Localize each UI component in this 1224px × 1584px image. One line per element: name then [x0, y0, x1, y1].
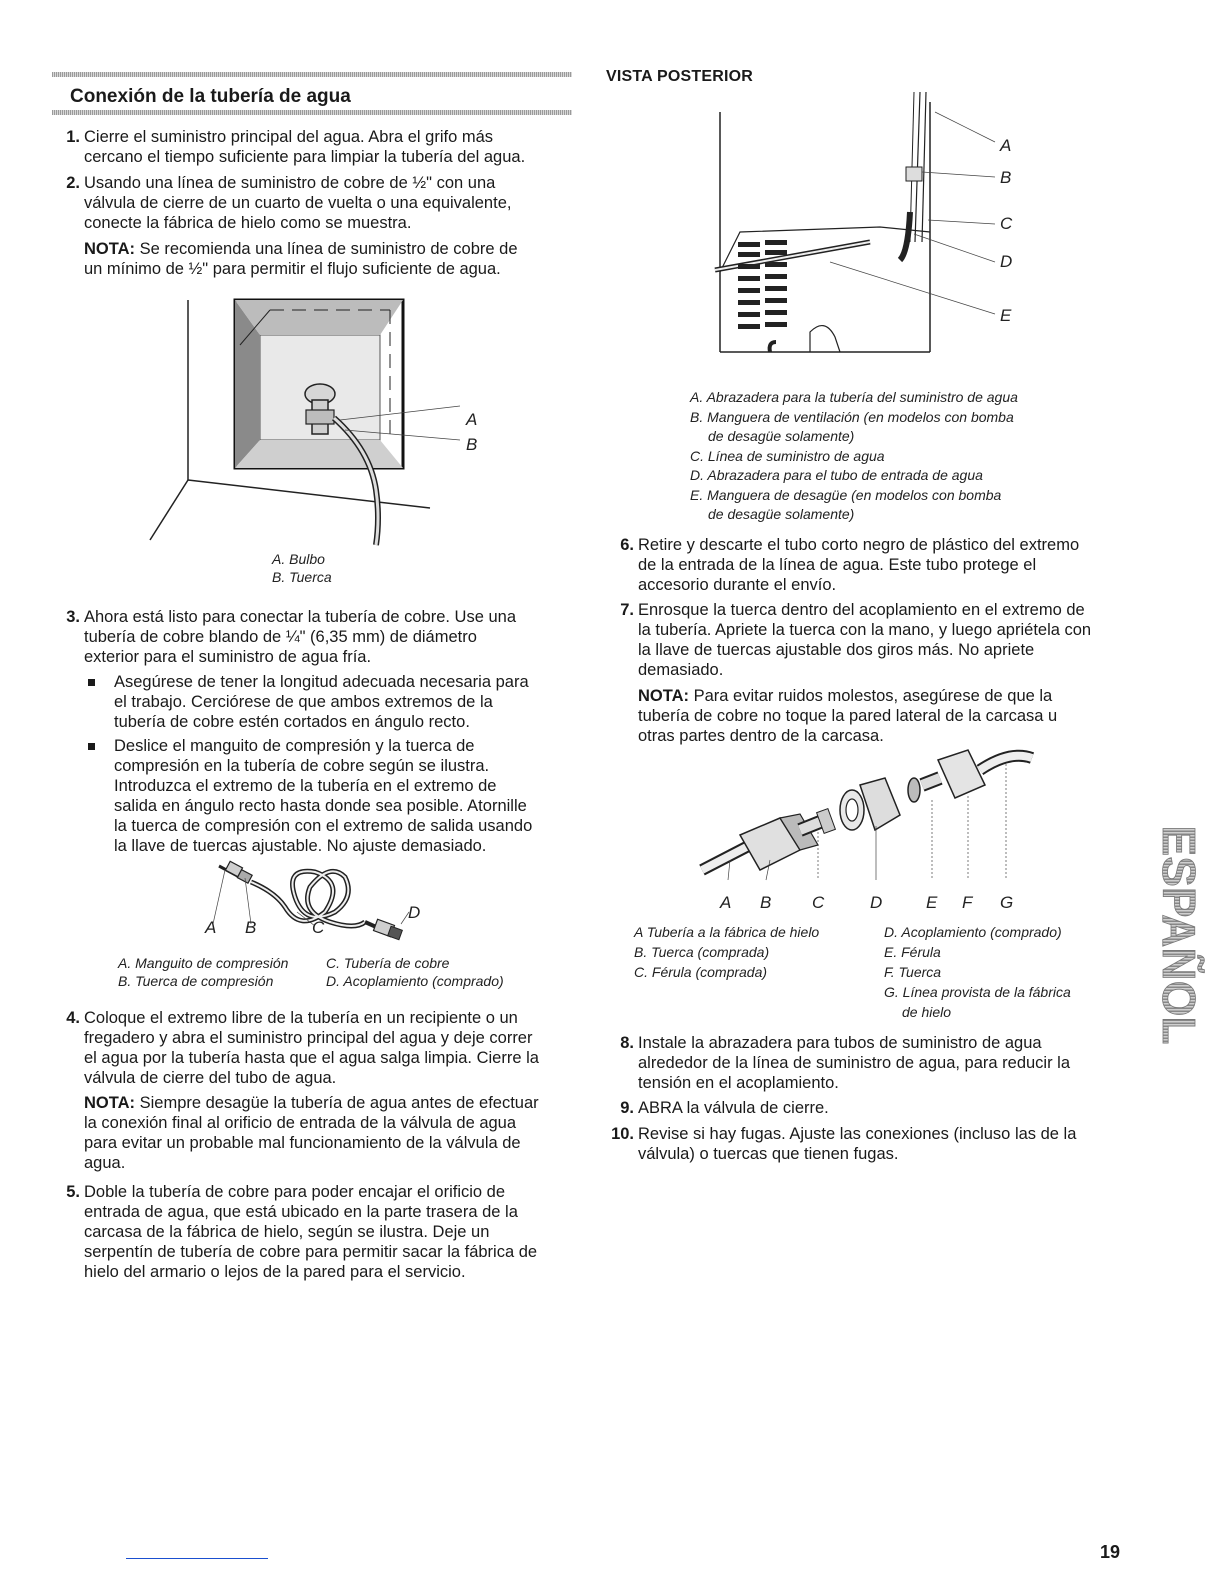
step-6 — [620, 535, 1080, 595]
bullet-line: Introduzca el extremo de la tubería en el extremo de — [114, 777, 497, 795]
language-side-tab — [1150, 810, 1205, 1060]
caption-line: E. Férula — [884, 944, 941, 960]
fig2-label-b: B — [245, 918, 257, 937]
caption-line: A. Bulbo — [272, 551, 325, 567]
fig4-captions-right — [884, 922, 1071, 1022]
step-1 — [66, 127, 526, 167]
step-number: 4. — [66, 1009, 80, 1027]
section-rule-top — [52, 72, 572, 77]
step-number: 5. — [66, 1183, 80, 1201]
caption-line: D. Acoplamiento (comprado) — [884, 924, 1062, 940]
step-4 — [66, 1008, 539, 1088]
figure-valve-box — [140, 290, 440, 550]
fig3-label-b: B — [1000, 168, 1012, 187]
step-line: válvula) o tuercas que tienen fugas. — [638, 1145, 899, 1163]
step-line: válvula de cierre del tubo de agua. — [84, 1069, 337, 1087]
caption-line: D. Abrazadera para el tubo de entrada de agua — [690, 467, 983, 483]
step-number: 7. — [620, 601, 634, 619]
bullet-line: la llave de tuercas ajustable. No ajuste demasiado. — [114, 837, 487, 855]
step-line: tubería de cobre blando de ¼" (6,35 mm) de diámetro — [84, 628, 477, 646]
step-line: serpentín de tubería de cobre para permitir sacar la fábrica de — [84, 1243, 538, 1261]
caption-line: C. Tubería de cobre — [326, 955, 450, 971]
step-10 — [611, 1124, 1077, 1164]
step-line: Instale la abrazadera para tubos de suministro de agua — [638, 1034, 1042, 1052]
bullet-1 — [114, 672, 529, 732]
step-line: la tubería. Apriete la tuerca con la mano, y luego apriétela con — [638, 621, 1092, 639]
step-number: 6. — [620, 536, 634, 554]
step-2 — [66, 173, 512, 233]
note-line: otras partes dentro de la carcasa. — [638, 727, 884, 745]
step-line: Enrosque la tuerca dentro del acoplamiento en el extremo de — [638, 601, 1085, 619]
step-line: hielo del armario o lejos de la pared para el servicio. — [84, 1263, 466, 1281]
fig4-label-g: G — [1000, 893, 1014, 912]
bullet-line: salida en ángulo recto hasta donde sea posible. Atornille — [114, 797, 527, 815]
fig2-label-d: D — [408, 903, 421, 922]
bullet-line: Deslice el manguito de compresión y la tuerca de — [114, 737, 475, 755]
step-line: fregadero y abra el suministro principal del agua y deje correr — [84, 1029, 533, 1047]
section-rule-bottom — [52, 110, 572, 115]
bullet-line: el trabajo. Cerciórese de que ambos extremos de la — [114, 693, 493, 711]
caption-line: F. Tuerca — [884, 964, 942, 980]
caption-line: G. Línea provista de la fábrica — [884, 984, 1071, 1000]
bullet-line: compresión en la tubería de cobre según se ilustra. — [114, 757, 490, 775]
caption-line: B. Manguera de ventilación (en modelos con bomba — [690, 408, 1014, 425]
note-step-4 — [84, 1093, 539, 1173]
caption-line: A. Abrazadera para la tubería del suministro de agua — [690, 389, 1018, 405]
bullet-marker — [88, 679, 95, 686]
step-line: entrada de agua, que está ubicado en la parte trasera de la — [84, 1203, 518, 1221]
step-line: Coloque el extremo libre de la tubería en un recipiente o un — [84, 1009, 518, 1027]
step-line: Doble la tubería de cobre para poder encajar el orificio de — [84, 1183, 506, 1201]
figure-fittings — [700, 730, 1040, 880]
caption-line: A. Manguito de compresión — [118, 955, 289, 971]
step-line: conecte la fábrica de hielo como se muestra. — [84, 214, 412, 232]
bullet-line: la tuerca de compresión con el extremo de salida usando — [114, 817, 533, 835]
bullet-line: tubería de cobre estén cortados en ángulo recto. — [114, 713, 470, 731]
fig1-label-a: A — [466, 410, 478, 429]
step-line: alrededor de la línea de suministro de agua, para reducir la — [638, 1054, 1071, 1072]
note-line: Para evitar ruidos molestos, asegúrese de que la — [693, 687, 1053, 705]
footer-line — [126, 1558, 268, 1559]
step-line: el agua por la tubería hasta que el agua salga limpia. Cierre la — [84, 1049, 539, 1067]
page-number: 19 — [1100, 1542, 1121, 1562]
fig1-captions — [272, 550, 332, 586]
step-line: Usando una línea de suministro de cobre de ½" con una — [84, 174, 496, 192]
step-number: 2. — [66, 174, 80, 192]
fig1-label-b: B — [466, 435, 478, 454]
step-number: 9. — [620, 1099, 634, 1117]
fig3-label-c: C — [1000, 214, 1013, 233]
caption-line: B. Tuerca de compresión — [118, 973, 274, 989]
step-3 — [66, 607, 517, 667]
step-line: Retire y descarte el tubo corto negro de plástico del extremo — [638, 536, 1080, 554]
note-label: NOTA: — [84, 1094, 136, 1112]
bullet-line: Asegúrese de tener la longitud adecuada necesaria para — [114, 673, 529, 691]
step-8 — [620, 1033, 1071, 1093]
step-line: Ahora está listo para conectar la tubería de cobre. Use una — [84, 608, 517, 626]
caption-line: E. Manguera de desagüe (en modelos con bomba — [690, 486, 1002, 503]
caption-line: B. Tuerca — [272, 569, 332, 585]
step-number: 10. — [611, 1125, 634, 1143]
caption-line: B. Tuerca (comprada) — [634, 944, 770, 960]
fig2-label-a: A — [205, 918, 217, 937]
note-line: para evitar un probable mal funcionamiento de la válvula de — [84, 1134, 521, 1152]
fig4-label-b: B — [760, 893, 772, 912]
step-7 — [620, 600, 1092, 680]
rear-view-heading: VISTA POSTERIOR — [606, 68, 754, 85]
fig3-label-a: A — [1000, 136, 1012, 155]
bullet-marker — [88, 743, 95, 750]
step-line: cercano el tiempo suficiente para limpiar la tubería del agua. — [84, 148, 526, 166]
caption-line: C. Férula (comprada) — [634, 964, 768, 980]
step-9 — [620, 1098, 829, 1118]
caption-line: de desagüe solamente) — [708, 428, 855, 444]
language-side-tab-text: ESPAÑOL — [1152, 825, 1205, 1045]
caption-line: D. Acoplamiento (comprado) — [326, 973, 504, 989]
fig4-label-e: E — [926, 893, 938, 912]
step-number: 3. — [66, 608, 80, 626]
step-line: accesorio durante el envío. — [638, 576, 837, 594]
fig3-label-d: D — [1000, 252, 1013, 271]
step-line: válvula de cierre de un cuarto de vuelta o una equivalente, — [84, 194, 512, 212]
step-line: Cierre el suministro principal del agua. Abra el grifo más — [84, 128, 494, 146]
figure-rear-view — [710, 92, 1013, 382]
note-line: Se recomienda una línea de suministro de cobre de — [139, 240, 518, 258]
step-line: ABRA la válvula de cierre. — [638, 1099, 829, 1117]
fig2-captions-left — [118, 954, 288, 990]
step-line: Revise si hay fugas. Ajuste las conexiones (incluso las de la — [638, 1125, 1077, 1143]
fig3-captions — [690, 388, 1018, 525]
note-label: NOTA: — [84, 240, 136, 258]
step-line: exterior para el suministro de agua fría. — [84, 648, 372, 666]
note-line: tubería de cobre no toque la pared lateral de la carcasa u — [638, 707, 1058, 725]
step-line: la llave de tuercas ajustable dos giros más. No apriete — [638, 641, 1035, 659]
fig4-captions-left — [634, 922, 819, 982]
bullet-2 — [114, 736, 532, 856]
section-title: Conexión de la tubería de agua — [70, 86, 351, 107]
step-5 — [66, 1182, 538, 1282]
fig4-label-c: C — [812, 893, 825, 912]
caption-line: de desagüe solamente) — [708, 506, 855, 522]
note-line: Siempre desagüe la tubería de agua antes de efectuar — [139, 1094, 539, 1112]
step-line: tensión en el acoplamiento. — [638, 1074, 839, 1092]
note-line: un mínimo de ½" para permitir el flujo suficiente de agua. — [84, 260, 501, 278]
fig2-label-c: C — [312, 918, 325, 937]
step-line: de la entrada de la línea de agua. Este tubo protege el — [638, 556, 1037, 574]
step-line: carcasa de la fábrica de hielo, según se ilustra. Deje un — [84, 1223, 490, 1241]
caption-line: C. Línea de suministro de agua — [690, 447, 885, 464]
caption-line: de hielo — [902, 1004, 952, 1020]
step-number: 8. — [620, 1034, 634, 1052]
note-label: NOTA: — [638, 687, 690, 705]
note-line: la conexión final al orificio de entrada de la válvula de agua — [84, 1114, 517, 1132]
fig4-label-d: D — [870, 893, 883, 912]
fig3-label-e: E — [1000, 306, 1012, 325]
note-line: agua. — [84, 1154, 126, 1172]
note-step-2 — [84, 239, 518, 279]
step-line: demasiado. — [638, 661, 724, 679]
fig2-captions-right — [326, 954, 504, 990]
caption-line: A Tubería a la fábrica de hielo — [634, 924, 820, 940]
fig4-label-f: F — [962, 893, 973, 912]
fig4-label-a: A — [720, 893, 732, 912]
step-number: 1. — [66, 128, 80, 146]
